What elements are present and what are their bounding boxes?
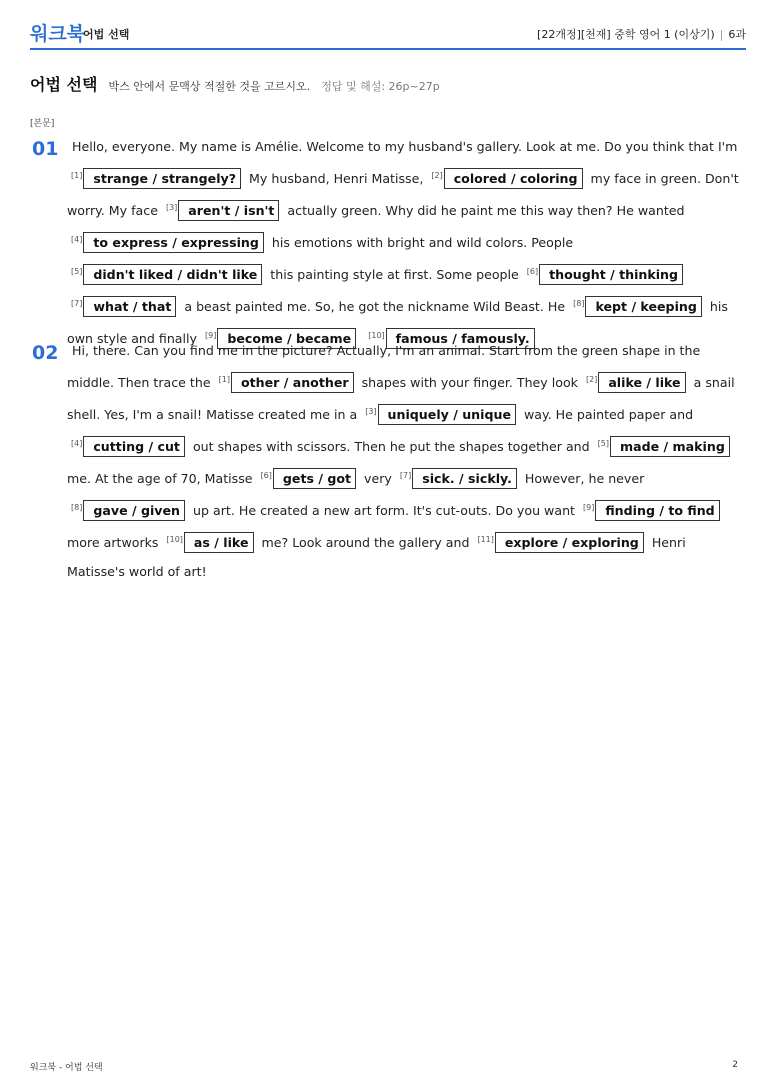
grammar-choice[interactable]: [396, 471, 521, 486]
title-row: [30, 72, 440, 95]
blank-number: [1]: [71, 171, 83, 180]
choice-box[interactable]: gets / got: [273, 468, 356, 489]
passage-text: a snail shell. Yes, I'm a snail! Matisse created me in a: [67, 375, 735, 422]
blank-number: [8]: [71, 503, 83, 512]
header-divider: |: [719, 28, 724, 41]
source-label: [본문]: [30, 119, 55, 129]
choice-box[interactable]: explore / exploring: [495, 532, 644, 553]
passage-text: Henri Matisse's world of art!: [67, 535, 686, 579]
passage-text: Hello, everyone. My name is Amélie. Welcome to my husband's gallery. Look at me. Do you think that I'm: [72, 139, 738, 154]
question-02: [30, 336, 746, 586]
blank-number: [4]: [71, 439, 83, 448]
question-passage: [67, 336, 746, 586]
lesson-label: 6과: [728, 28, 746, 41]
page-header: [30, 18, 746, 50]
choice-box[interactable]: to express / expressing: [83, 232, 264, 253]
grammar-choice[interactable]: [579, 503, 724, 518]
grammar-choice[interactable]: [67, 439, 189, 454]
choice-box[interactable]: what / that: [83, 296, 176, 317]
brand-title: 워크북: [30, 23, 86, 45]
grammar-choice[interactable]: [427, 171, 586, 186]
blank-number: [1]: [218, 375, 230, 384]
choice-box[interactable]: made / making: [610, 436, 730, 457]
passage-text: My husband, Henri Matisse,: [245, 171, 428, 186]
page-title: 어법 선택: [30, 75, 98, 94]
passage-text: up art. He created a new art form. It's cut-outs. Do you want: [189, 503, 579, 518]
question-01: [30, 132, 746, 353]
page-number: 2: [732, 1060, 738, 1070]
choice-box[interactable]: aren't / isn't: [178, 200, 279, 221]
blank-number: [5]: [597, 439, 609, 448]
course-name: [22개정][천재] 중학 영어 1 (이상기): [537, 28, 715, 41]
passage-text: out shapes with scissors. Then he put the shapes together and: [188, 439, 594, 454]
grammar-choice[interactable]: [257, 471, 360, 486]
blank-number: [10]: [368, 331, 385, 340]
passage-text: a beast painted me. So, he got the nickname Wild Beast. He: [180, 299, 570, 314]
grammar-choice[interactable]: [594, 439, 734, 454]
passage-text: this painting style at first. Some people: [266, 267, 523, 282]
blank-number: [3]: [365, 407, 377, 416]
grammar-choice[interactable]: [163, 535, 258, 550]
blank-number: [9]: [583, 503, 595, 512]
choice-box[interactable]: famous / famously.: [386, 328, 535, 349]
question-number: 02: [32, 342, 59, 364]
grammar-choice[interactable]: [361, 407, 520, 422]
footer-label: 워크북 - 어법 선택: [30, 1063, 103, 1073]
grammar-choice[interactable]: [67, 235, 268, 250]
grammar-choice[interactable]: [67, 503, 189, 518]
passage-text: his own style and finally: [67, 299, 728, 346]
grammar-choice[interactable]: [67, 171, 245, 186]
grammar-choice[interactable]: [473, 535, 647, 550]
passage-text: However, he never: [520, 471, 645, 486]
blank-number: [2]: [585, 375, 598, 384]
blank-number: [3]: [165, 203, 178, 212]
choice-box[interactable]: become / became: [217, 328, 356, 349]
answer-reference: 정답 및 해설: 26p~27p: [321, 80, 440, 93]
choice-box[interactable]: colored / coloring: [444, 168, 583, 189]
section-label: 어법 선택: [83, 28, 130, 41]
passage-text: very: [360, 471, 396, 486]
passage-text: Hi, there. Can you find me in the picture? Actually, I'm an animal. Start from the green shape in the middle. Then trace the: [67, 343, 701, 390]
grammar-choice[interactable]: [215, 375, 358, 390]
passage-text: more artworks: [67, 535, 163, 550]
grammar-choice[interactable]: [67, 267, 266, 282]
blank-number: [7]: [71, 299, 83, 308]
passage-text: me. At the age of 70, Matisse: [67, 471, 257, 486]
question-number: 01: [32, 138, 59, 160]
course-info: [537, 26, 746, 42]
grammar-choice[interactable]: [67, 299, 180, 314]
choice-box[interactable]: sick. / sickly.: [412, 468, 517, 489]
blank-number: [6]: [260, 471, 272, 480]
question-passage: [67, 132, 746, 353]
blank-number: [5]: [71, 267, 83, 276]
blank-number: [2]: [431, 171, 443, 180]
choice-box[interactable]: didn't liked / didn't like: [83, 264, 262, 285]
blank-number: [11]: [477, 535, 494, 544]
passage-text: shapes with your finger. They look: [357, 375, 582, 390]
passage-text: actually green. Why did he paint me this way then? He wanted: [283, 203, 685, 218]
choice-box[interactable]: as / like: [184, 532, 254, 553]
choice-box[interactable]: thought / thinking: [539, 264, 683, 285]
passage-text: my face in green. Don't worry. My face: [67, 171, 739, 218]
choice-box[interactable]: finding / to find: [595, 500, 719, 521]
instruction-text: 박스 안에서 문맥상 적절한 것을 고르시오.: [108, 80, 311, 93]
grammar-choice[interactable]: [523, 267, 687, 282]
blank-number: [4]: [71, 235, 83, 244]
blank-number: [6]: [526, 267, 539, 276]
grammar-choice[interactable]: [569, 299, 706, 314]
blank-number: [8]: [573, 299, 585, 308]
choice-box[interactable]: cutting / cut: [83, 436, 185, 457]
grammar-choice[interactable]: [582, 375, 690, 390]
blank-number: [7]: [399, 471, 412, 480]
choice-box[interactable]: alike / like: [598, 372, 685, 393]
choice-box[interactable]: other / another: [231, 372, 354, 393]
choice-box[interactable]: kept / keeping: [585, 296, 701, 317]
grammar-choice[interactable]: [162, 203, 283, 218]
passage-text: his emotions with bright and wild colors. People: [267, 235, 574, 250]
choice-box[interactable]: uniquely / unique: [378, 404, 516, 425]
choice-box[interactable]: gave / given: [83, 500, 185, 521]
blank-number: [10]: [166, 535, 183, 544]
passage-text: me? Look around the gallery and: [257, 535, 474, 550]
choice-box[interactable]: strange / strangely?: [83, 168, 241, 189]
blank-number: [9]: [204, 331, 217, 340]
passage-text: way. He painted paper and: [519, 407, 694, 422]
